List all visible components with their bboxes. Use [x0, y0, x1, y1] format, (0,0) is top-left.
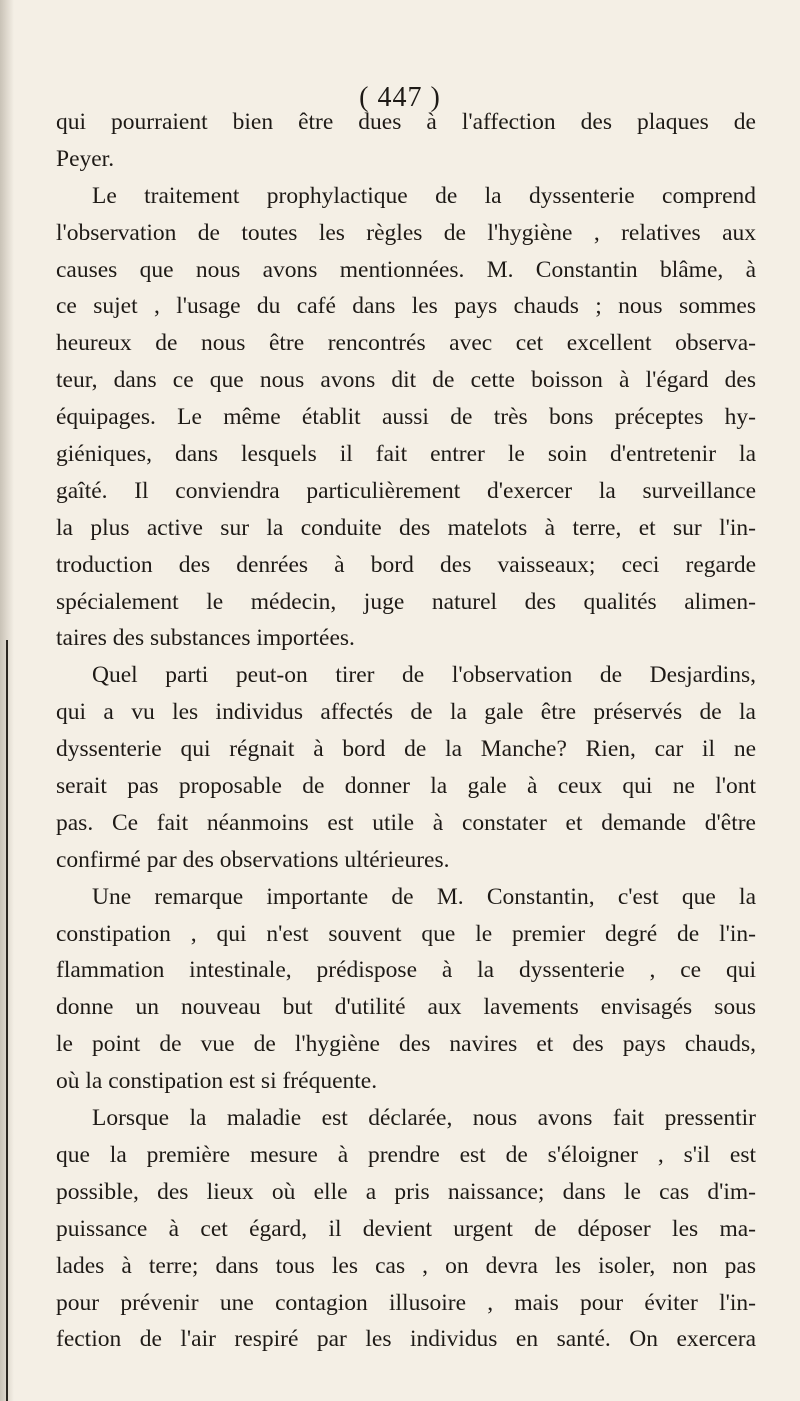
text-line: ce sujet , l'usage du café dans les pays chauds ; nous sommes [56, 293, 756, 320]
text-line: giéniques, dans lesquels il fait entrer le soin d'entretenir la [56, 441, 756, 468]
text-line: où la constipation est si fréquente. [56, 1068, 378, 1095]
text-line: causes que nous avons mentionnées. M. Constantin blâme, à [56, 256, 756, 283]
text-line: puissance à cet égard, il devient urgent de déposer les ma- [56, 1215, 756, 1242]
text-line: lades à terre; dans tous les cas , on devra les isoler, non pas [56, 1252, 756, 1279]
text-line: confirmé par des observations ultérieures. [56, 846, 450, 873]
text-line: qui pourraient bien être dues à l'affection des plaques de [56, 109, 756, 135]
text-line: possible, des lieux où elle a pris naissance; dans le cas d'im- [56, 1178, 756, 1205]
text-line: troduction des denrées à bord des vaisseaux; ceci regarde [56, 551, 756, 578]
body-text [56, 104, 756, 1358]
text-line: Quel parti peut-on tirer de l'observation de Desjardins, [92, 662, 756, 689]
text-line: que la première mesure à prendre est de s'éloigner , s'il est [56, 1141, 756, 1168]
binding-edge [6, 640, 8, 1401]
text-line: Peyer. [56, 145, 115, 172]
text-line: la plus active sur la conduite des matelots à terre, et sur l'in- [56, 514, 756, 541]
text-line: spécialement le médecin, juge naturel des qualités alimen- [56, 588, 756, 615]
text-line: constipation , qui n'est souvent que le premier degré de l'in- [56, 920, 756, 947]
text-line: pour prévenir une contagion illusoire , mais pour éviter l'in- [56, 1289, 756, 1316]
text-line: Une remarque importante de M. Constantin, c'est que la [92, 883, 756, 910]
text-line: équipages. Le même établit aussi de très bons préceptes hy- [56, 404, 756, 431]
text-line: Lorsque la maladie est déclarée, nous avons fait pressentir [92, 1105, 756, 1132]
text-line: gaîté. Il conviendra particulièrement d'exercer la surveillance [56, 477, 756, 504]
text-line: taires des substances importées. [56, 625, 355, 652]
text-line: qui a vu les individus affectés de la gale être préservés de la [56, 699, 756, 726]
text-line: le point de vue de l'hygiène des navires et des pays chauds, [56, 1031, 756, 1058]
page-number: ( 447 ) [359, 82, 441, 113]
text-line: pas. Ce fait néanmoins est utile à constater et demande d'être [56, 809, 756, 836]
text-line: serait pas proposable de donner la gale à ceux qui ne l'ont [56, 773, 756, 800]
text-line: heureux de nous être rencontrés avec cet excellent observa- [56, 330, 756, 357]
text-line: l'observation de toutes les règles de l'hygiène , relatives aux [56, 219, 756, 246]
text-line: teur, dans ce que nous avons dit de cette boisson à l'égard des [56, 367, 756, 394]
text-line: flammation intestinale, prédispose à la dyssenterie , ce qui [56, 957, 756, 984]
text-line: fection de l'air respiré par les individus en santé. On exercera [56, 1326, 756, 1353]
text-line: Le traitement prophylactique de la dyssenterie comprend [92, 182, 756, 209]
text-line: donne un nouveau but d'utilité aux lavements envisagés sous [56, 994, 756, 1021]
text-line: dyssenterie qui régnait à bord de la Manche? Rien, car il ne [56, 736, 756, 763]
